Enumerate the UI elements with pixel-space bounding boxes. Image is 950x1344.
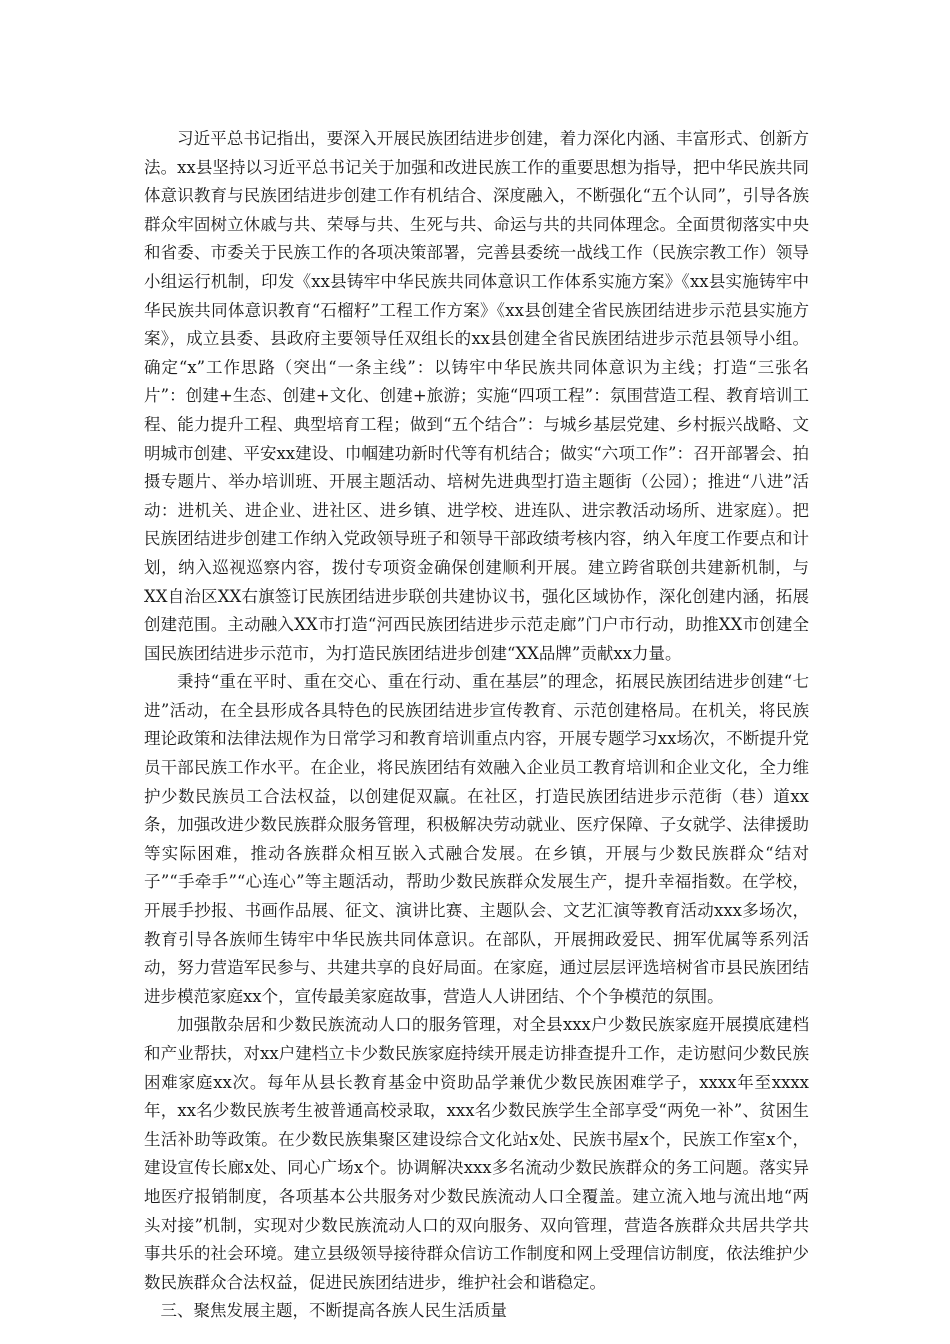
paragraph-1: 习近平总书记指出，要深入开展民族团结进步创建，着力深化内涵、丰富形式、创新方法。xx县坚持以习近平总书记关于加强和改进民族工作的重要思想为指导，把中华民族共同体意识教育与民族团结进步创建工作有机结合、深度融入，不断强化“五个认同”，引导各族群众牢固树立休戚与共、荣辱与共、生死与共、命运与共的共同体理念。全面贯彻落实中央和省委、市委关于民族工作的各项决策部署，完善县委统一战线工作（民族宗教工作）领导小组运行机制，印发《xx县铸牢中华民族共同体意识工作体系实施方案》《xx县实施铸牢中华民族共同体意识教育“石榴籽”工程工作方案》《xx县创建全省民族团结进步示范县实施方案》，成立县委、县政府主要领导任双组长的xx县创建全省民族团结进步示范县领导小组。确定“x”工作思路（突出“一条主线”：以铸牢中华民族共同体意识为主线；打造“三张名片”：创建+生态、创建+文化、创建+旅游；实施“四项工程”：氛围营造工程、教育培训工程、能力提升工程、典型培育工程；做到“五个结合”：与城乡基层党建、乡村振兴战略、文明城市创建、平安xx建设、巾帼建功新时代等有机结合；做实“六项工作”：召开部署会、拍摄专题片、举办培训班、开展主题活动、培树先进典型打造主题街（公园）；推进“八进”活动：进机关、进企业、进社区、进乡镇、进学校、进连队、进宗教活动场所、进家庭）。把民族团结进步创建工作纳入党政领导班子和领导干部政绩考核内容，纳入年度工作要点和计划，纳入巡视巡察内容，拨付专项资金确保创建顺利开展。建立跨省联创共建新机制，与XX自治区XX右旗签订民族团结进步联创共建协议书，强化区域协作，深化创建内涵，拓展创建范围。主动融入XX市打造“河西民族团结进步示范走廊”门户市行动，助推XX市创建全国民族团结进步示范市，为打造民族团结进步创建“XX品牌”贡献xx力量。 <box>144 129 809 663</box>
paragraph-3: 加强散杂居和少数民族流动人口的服务管理，对全县xxx户少数民族家庭开展摸底建档和产业帮扶，对xx户建档立卡少数民族家庭持续开展走访排查提升工作，走访慰问少数民族困难家庭xx次。每年从县长教育基金中资助品学兼优少数民族困难学子，xxxx年至xxxx年，xx名少数民族考生被普通高校录取，xxx名少数民族学生全部享受“两免一补”、贫困生生活补助等政策。在少数民族集聚区建设综合文化站x处、民族书屋x个，民族工作室x个，建设宣传长廊x处、同心广场x个。协调解决xxx多名流动少数民族群众的务工问题。落实异地医疗报销制度，各项基本公共服务对少数民族流动人口全覆盖。建立流入地与流出地“两头对接”机制，实现对少数民族流动人口的双向服务、双向管理，营造各族群众共居共学共事共乐的社会环境。建立县级领导接待群众信访工作制度和网上受理信访制度，依法维护少数民族群众合法权益，促进民族团结进步，维护社会和谐稳定。 <box>144 1015 809 1292</box>
section-heading: 三、聚焦发展主题，不断提高各族人民生活质量 <box>160 1301 507 1321</box>
document-body <box>144 125 809 1326</box>
paragraph-2: 秉持“重在平时、重在交心、重在行动、重在基层”的理念，拓展民族团结进步创建“七进”活动，在全县形成各具特色的民族团结进步宣传教育、示范创建格局。在机关，将民族理论政策和法律法规作为日常学习和教育培训重点内容，开展专题学习xx场次，不断提升党员干部民族工作水平。在企业，将民族团结有效融入企业员工教育培训和企业文化，全力维护少数民族员工合法权益，以创建促双赢。在社区，打造民族团结进步示范街（巷）道xx条，加强改进少数民族群众服务管理，积极解决劳动就业、医疗保障、子女就学、法律援助等实际困难，推动各族群众相互嵌入式融合发展。在乡镇，开展与少数民族群众“结对子”“手牵手”“心连心”等主题活动，帮助少数民族群众发展生产，提升幸福指数。在学校，开展手抄报、书画作品展、征文、演讲比赛、主题队会、文艺汇演等教育活动xxx多场次，教育引导各族师生铸牢中华民族共同体意识。在部队，开展拥政爱民、拥军优属等系列活动，努力营造军民参与、共建共享的良好局面。在家庭，通过层层评选培树省市县民族团结进步模范家庭xx个，宣传最美家庭故事，营造人人讲团结、个个争模范的氛围。 <box>144 672 809 1006</box>
